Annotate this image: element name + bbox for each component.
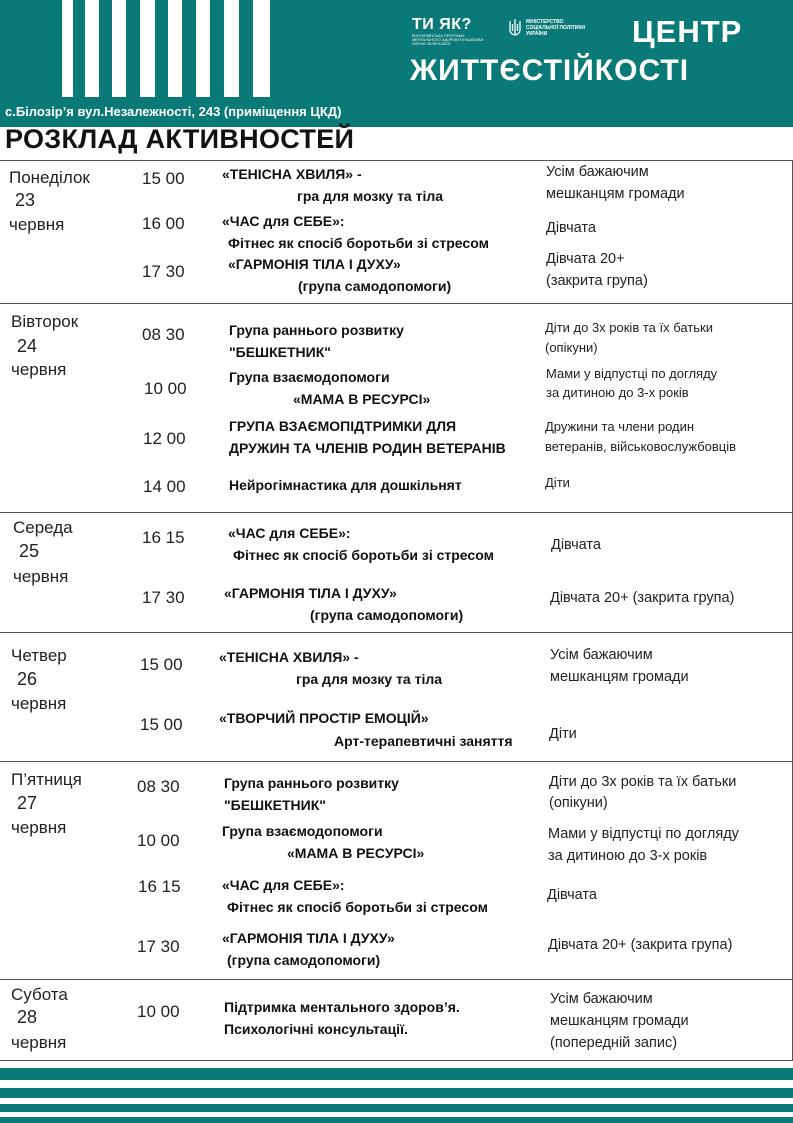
activity-subtitle: гра для мозку та тіла [297,188,444,204]
activity-title: Нейрогімнастика для дошкільнят [229,477,462,493]
audience: Дівчата [551,537,601,553]
session-time: 16 00 [142,214,185,233]
center-title-line2: ЖИТТЄСТІЙКОСТІ [410,54,690,87]
divider [0,761,793,762]
session-time: 10 00 [144,379,187,398]
audience: Усім бажаючим [550,647,653,663]
divider [0,160,793,161]
audience: мешканцям громади [546,186,685,202]
audience: Дівчата 20+ [546,251,625,267]
center-title-line1: ЦЕНТР [632,14,743,49]
activity-subtitle: (група самодопомоги) [310,607,464,623]
divider [0,1060,793,1061]
page-title: РОЗКЛАД АКТИВНОСТЕЙ [5,124,355,154]
divider [0,303,793,304]
activity-title: «ТЕНІСНА ХВИЛЯ» - [219,649,359,665]
divider [0,512,793,513]
decor-stripe [224,0,239,97]
audience: (опікуни) [545,340,598,355]
day-date: 26 [17,669,38,689]
audience: Дівчата [546,220,596,236]
day-date: 25 [19,541,40,561]
audience: за дитиною до 3-х років [548,848,708,864]
day-name: Вівторок [11,312,79,331]
footer-stripe [0,1104,793,1112]
activity-title: Група взаємодопомоги [229,369,390,385]
activity-title: «ГАРМОНІЯ ТІЛА І ДУХУ» [222,930,395,946]
day-month: червня [11,818,67,837]
day-name: Субота [11,985,68,1004]
ty-yak-logo-caption: ВСЕУКРАЇНСЬКА ПРОГРАМА МЕНТАЛЬНОГО ЗДОРОВ'Я ІНІЦІАТИВИ ОЛЕНИ ЗЕЛЕНСЬКОЇ [412,34,484,46]
session-time: 08 30 [142,325,185,344]
activity-title: «ГАРМОНІЯ ТІЛА І ДУХУ» [228,256,401,272]
activity-subtitle: (група самодопомоги) [227,952,381,968]
audience: Усім бажаючим [550,991,653,1007]
activity-subtitle: Фітнес як спосіб боротьби зі стресом [233,547,494,563]
audience: Діти до 3х років та їх батьки [549,774,737,790]
ty-yak-logo-text: ТИ ЯК? [412,16,472,33]
audience: Усім бажаючим [546,164,649,180]
day-month: червня [11,1033,67,1052]
ministry-logo [508,18,596,38]
activity-title: Група взаємодопомоги [222,823,383,839]
footer-stripe [0,1068,793,1080]
activity-title: «ЧАС для СЕБЕ»: [228,525,351,541]
session-time: 15 00 [142,169,185,188]
ty-yak-logo [412,16,494,46]
session-time: 10 00 [137,831,180,850]
decor-stripe [140,0,155,97]
day-date: 24 [17,336,38,356]
activity-subtitle: (група самодопомоги) [298,278,452,294]
audience: Дружини та члени родин [545,419,695,434]
session-time: 16 15 [142,528,185,547]
activity-subtitle: "БЕШКЕТНИК" [229,344,331,360]
decor-stripe [196,0,210,97]
activity-title: «ТВОРЧИЙ ПРОСТІР ЕМОЦІЙ» [219,710,429,726]
audience: Дівчата [547,887,597,903]
session-time: 17 30 [142,588,185,607]
day-month: червня [11,360,67,379]
audience: Дівчата 20+ (закрита група) [548,937,733,953]
activity-subtitle: «МАМА В РЕСУРСІ» [293,391,431,407]
audience: Мами у відпустці по догляду [548,826,739,842]
activity-title: ГРУПА ВЗАЄМОПІДТРИМКИ ДЛЯ [229,418,457,434]
activity-subtitle: ДРУЖИН ТА ЧЛЕНІВ РОДИН ВЕТЕРАНІВ [229,440,506,456]
day-date: 27 [17,793,38,813]
activity-subtitle: Фітнес як спосіб боротьби зі стресом [228,235,489,251]
activity-title: «ГАРМОНІЯ ТІЛА І ДУХУ» [224,585,397,601]
divider [0,979,793,980]
audience: Діти [545,475,570,490]
session-time: 16 15 [138,877,181,896]
ministry-name: МІНІСТЕРСТВО СОЦІАЛЬНОЇ ПОЛІТИКИ УКРАЇНИ [526,19,586,37]
activity-title: «ЧАС для СЕБЕ»: [222,877,345,893]
day-name: П’ятниця [11,770,82,789]
session-time: 17 30 [142,262,185,281]
audience: мешканцям громади [550,1013,689,1029]
day-date: 28 [17,1007,38,1027]
activity-subtitle: гра для мозку та тіла [296,671,443,687]
address: с.Білозір’я вул.Незалежності, 243 (приміщення ЦКД) [5,104,342,119]
session-time: 17 30 [137,937,180,956]
audience: мешканцям громади [550,669,689,685]
audience: Діти [549,726,577,742]
decor-stripe [253,0,270,97]
decor-stripe [112,0,126,97]
session-time: 12 00 [143,429,186,448]
session-time: 15 00 [140,715,183,734]
day-month: червня [11,694,67,713]
audience: (опікуни) [549,795,608,811]
activity-subtitle: Фітнес як спосіб боротьби зі стресом [227,899,488,915]
activity-subtitle: «МАМА В РЕСУРСІ» [287,845,425,861]
decor-stripe [62,0,73,97]
day-name: Четвер [11,646,67,665]
activity-title: Група раннього розвитку [224,775,399,791]
audience: Діти до 3х років та їх батьки [545,320,713,335]
footer-stripe [0,1088,793,1098]
activity-title: «ТЕНІСНА ХВИЛЯ» - [222,166,362,182]
header-banner [0,0,793,127]
trident-icon [508,18,522,38]
day-month: червня [13,567,69,586]
divider [0,632,793,633]
activity-title: Підтримка ментального здоров’я. [224,999,460,1015]
activity-subtitle: Психологічні консультації. [224,1021,408,1037]
audience: за дитиною до 3-х років [546,385,689,400]
audience: Мами у відпустці по догляду [546,366,718,381]
day-name: Понеділок [9,168,90,187]
audience: (закрита група) [546,273,648,289]
activity-title: Група раннього розвитку [229,322,404,338]
session-time: 14 00 [143,477,186,496]
footer-stripe [0,1117,793,1123]
day-name: Середа [13,518,73,537]
day-date: 23 [15,190,36,210]
activity-subtitle: Арт-терапевтичні заняття [334,733,513,749]
decor-stripe [168,0,182,97]
decor-stripe [85,0,99,97]
session-time: 15 00 [140,655,183,674]
day-month: червня [9,215,65,234]
activity-subtitle: "БЕШКЕТНИК" [224,797,326,813]
activity-title: «ЧАС для СЕБЕ»: [222,213,345,229]
audience: (попередній запис) [550,1035,678,1051]
session-time: 10 00 [137,1002,180,1021]
session-time: 08 30 [137,777,180,796]
audience: Дівчата 20+ (закрита група) [550,590,735,606]
audience: ветеранів, військовослужбовців [545,439,737,454]
